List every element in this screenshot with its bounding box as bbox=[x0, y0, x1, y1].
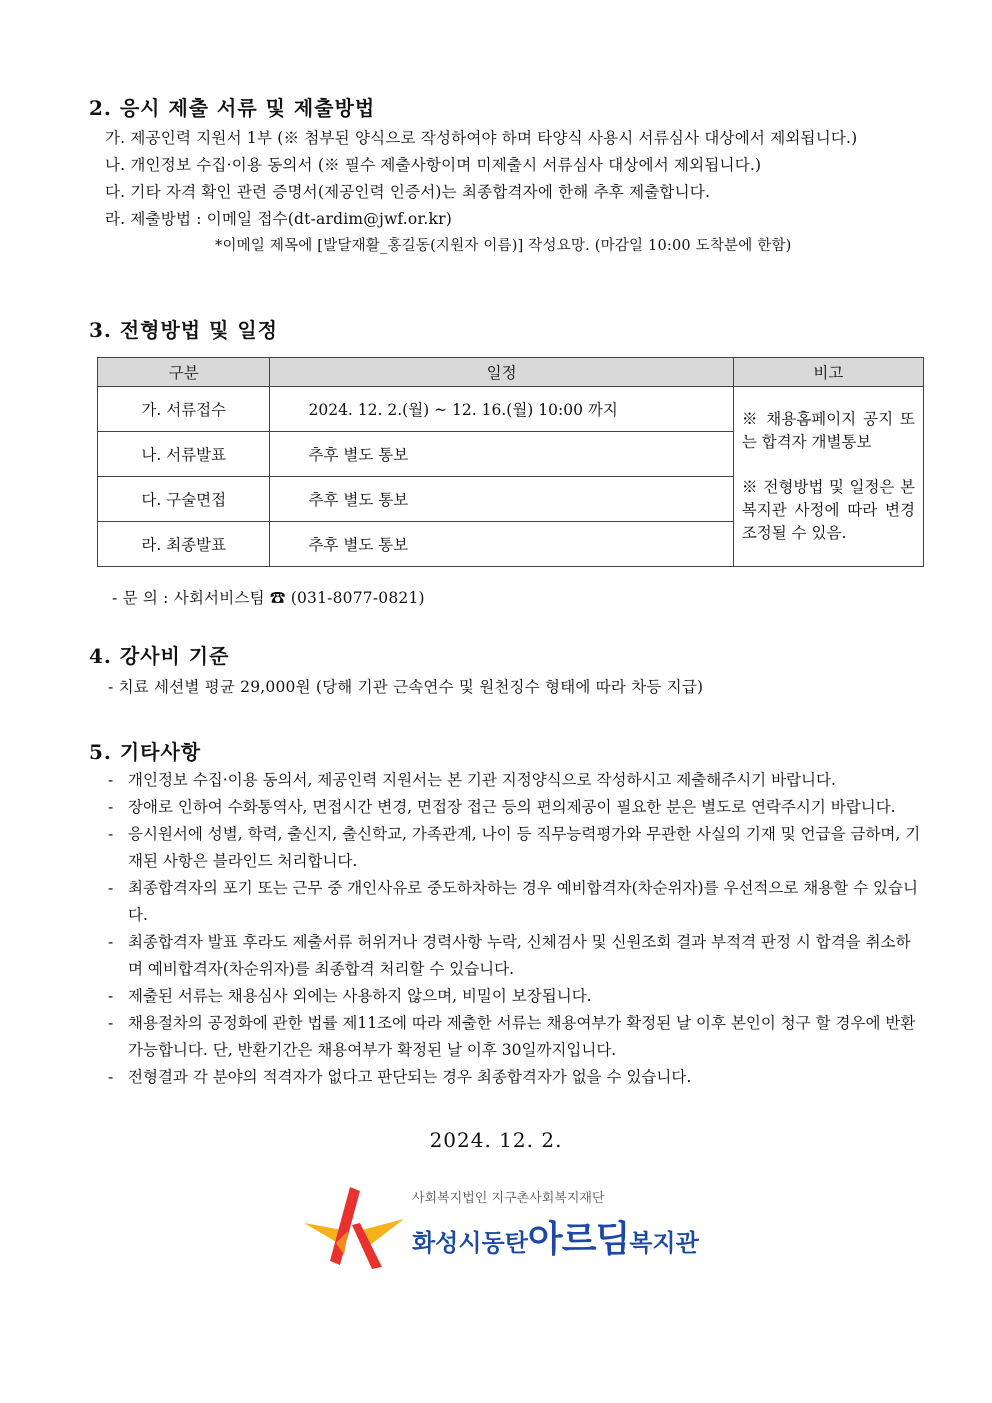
list-item: - 장애로 인하여 수화통역사, 면접시간 변경, 면접장 접근 등의 편의제공이 필요한 분은 별도로 연락주시기 바랍니다. bbox=[108, 798, 896, 816]
header-schedule: 일정 bbox=[270, 358, 733, 387]
list-item: - 전형결과 각 분야의 적격자가 없다고 판단되는 경우 최종합격자가 없을 수 있습니다. bbox=[108, 1068, 692, 1086]
logo-name-suffix: 복지관 bbox=[629, 1229, 699, 1257]
stage-cell: 다. 구술면접 bbox=[98, 477, 270, 522]
list-item: - 응시원서에 성별, 학력, 출신지, 출신학교, 가족관계, 나이 등 직무능력평가와 무관한 사실의 기재 및 언급을 금하며, 기재된 사항은 블라인드 처리합니다. bbox=[108, 825, 921, 870]
section-2-title: 2. 응시 제출 서류 및 제출방법 bbox=[89, 96, 376, 120]
contact-info: - 문 의 : 사회서비스팀 ☎ (031-8077-0821) bbox=[112, 589, 425, 607]
section-2-item-3: 다. 기타 자격 확인 관련 증명서(제공인력 인증서)는 최종합격자에 한해 추후 제출합니다. bbox=[105, 183, 711, 201]
header-remarks: 비고 bbox=[733, 358, 923, 387]
section-4-title: 4. 강사비 기준 bbox=[89, 644, 230, 668]
logo-name-big: 아르딤 bbox=[527, 1219, 630, 1260]
schedule-cell: 추후 별도 통보 bbox=[270, 522, 733, 567]
list-item: - 제출된 서류는 채용심사 외에는 사용하지 않으며, 비밀이 보장됩니다. bbox=[108, 987, 592, 1005]
remarks-cell bbox=[733, 387, 923, 567]
remark-1: ※ 채용홈페이지 공지 또는 합격자 개별통보 bbox=[741, 410, 915, 451]
logo-subtitle: 사회복지법인 지구촌사회복지재단 bbox=[412, 1191, 605, 1206]
list-item: - 채용절차의 공정화에 관한 법률 제11조에 따라 제출한 서류는 채용여부가 확정된 날 이후 본인이 청구 할 경우에 반환 가능합니다. 단, 반환기간은 채용여부가 확정된 날 이후 30일까지입니다. bbox=[108, 1014, 916, 1059]
list-item: - 개인정보 수집·이용 동의서, 제공인력 지원서는 본 기관 지정양식으로 작성하시고 제출해주시기 바랍니다. bbox=[108, 771, 836, 789]
schedule-cell: 추후 별도 통보 bbox=[270, 477, 733, 522]
stage-cell: 가. 서류접수 bbox=[98, 387, 270, 432]
list-item: - 최종합격자 발표 후라도 제출서류 허위거나 경력사항 누락, 신체검사 및 신원조회 결과 부적격 판정 시 합격을 취소하며 예비합격자(차순위자)를 최종합격 처리할 수 있습니다. bbox=[108, 933, 911, 978]
section-5-title: 5. 기타사항 bbox=[89, 740, 202, 764]
section-2-item-1: 가. 제공인력 지원서 1부 (※ 첨부된 양식으로 작성하여야 하며 타양식 사용시 서류심사 대상에서 제외됩니다.) bbox=[105, 129, 858, 147]
section-2-item-4: 라. 제출방법 : 이메일 접수(dt-ardim@jwf.or.kr) bbox=[105, 210, 452, 228]
logo-name bbox=[412, 1211, 699, 1262]
logo-mark-icon bbox=[300, 1183, 410, 1273]
schedule-table bbox=[97, 357, 924, 567]
notes-list bbox=[108, 767, 923, 1091]
table-row bbox=[98, 387, 924, 432]
organization-logo bbox=[300, 1183, 720, 1273]
section-2-item-2: 나. 개인정보 수집·이용 동의서 (※ 필수 제출사항이며 미제출시 서류심사 대상에서 제외됩니다.) bbox=[105, 156, 762, 174]
fee-text: - 치료 세션별 평균 29,000원 (당해 기관 근속연수 및 원천징수 형태에 따라 차등 지급) bbox=[108, 678, 704, 696]
schedule-cell: 추후 별도 통보 bbox=[270, 432, 733, 477]
stage-cell: 나. 서류발표 bbox=[98, 432, 270, 477]
section-3-title: 3. 전형방법 및 일정 bbox=[89, 318, 279, 342]
document-date: 2024. 12. 2. bbox=[429, 1128, 563, 1152]
list-item: - 최종합격자의 포기 또는 근무 중 개인사유로 중도하차하는 경우 예비합격자(차순위자)를 우선적으로 채용할 수 있습니다. bbox=[108, 879, 918, 924]
table-header-row bbox=[98, 358, 924, 387]
stage-cell: 라. 최종발표 bbox=[98, 522, 270, 567]
header-category: 구분 bbox=[98, 358, 270, 387]
remark-2: ※ 전형방법 및 일정은 본 복지관 사정에 따라 변경 조정될 수 있음. bbox=[741, 478, 915, 542]
logo-name-prefix: 화성시동탄 bbox=[412, 1229, 528, 1257]
schedule-cell: 2024. 12. 2.(월) ~ 12. 16.(월) 10:00 까지 bbox=[270, 387, 733, 432]
email-note: *이메일 제목에 [발달재활_홍길동(지원자 이름)] 작성요망. (마감일 10:00 도착분에 한함) bbox=[215, 238, 792, 254]
